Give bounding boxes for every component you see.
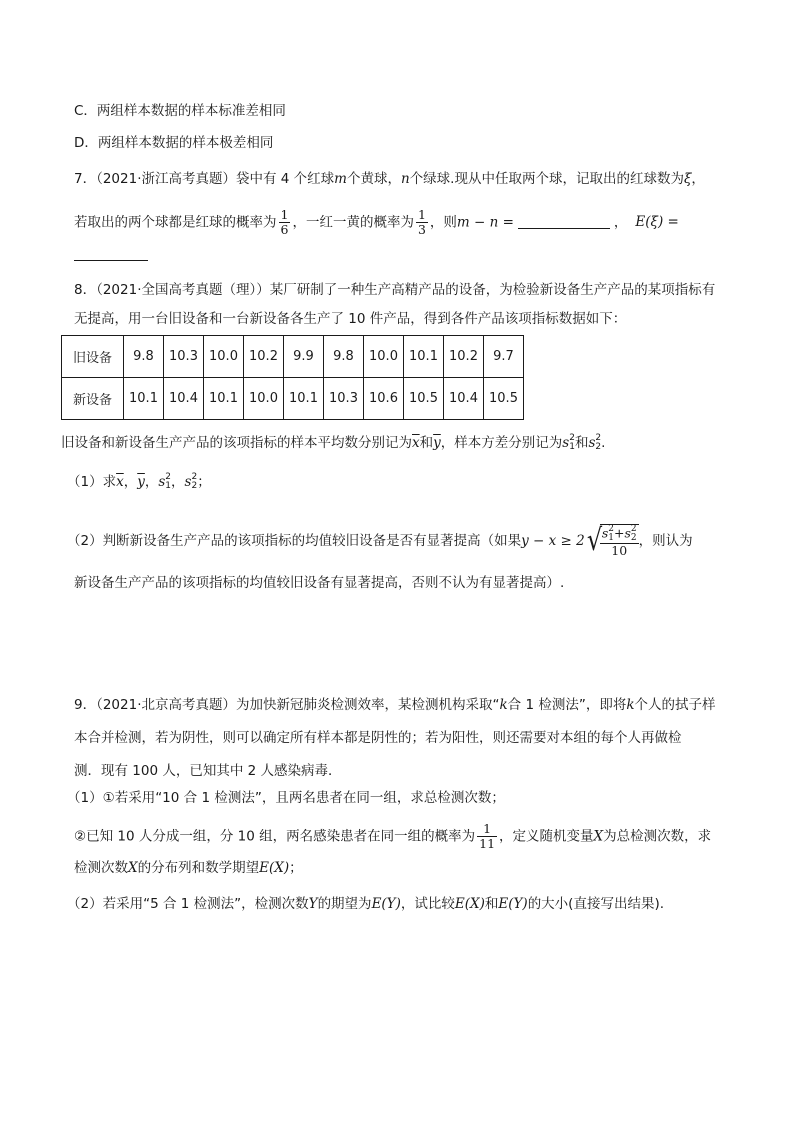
q9-line1: 9．（2021·北京高考真题）为加快新冠肺炎检测效率，某检测机构采取“k合 1 检测法”，即将k个人的拭子样 [74,697,716,713]
q9-line4: （1）①若采用“10 合 1 检测法”，且两名患者在同一组，求总检测次数； [67,790,505,806]
var-X: X [128,860,138,876]
expr-m-minus-n: m − n = [456,214,514,231]
q8-part2-line2: 新设备生产产品的该项指标的均值较旧设备有显著提高，否则不认为有显著提高）. [74,575,565,591]
var-k: k [626,697,635,713]
var-y-bar: $\overline{y}$ [137,474,145,490]
table-cell: 10.1 [284,378,324,420]
q9-line5: ②已知 10 人分成一组，分 10 组，两名感染患者在同一组的概率为 $\frac{1}{11}$ ，定义随机变量X为总检测次数，求 [74,821,712,851]
q9-line7: （2）若采用“5 合 1 检测法”，检测次数Y的期望为E(Y)，试比较E(X)和E(Y)的大小(直接写出结果). [67,896,665,912]
sqrt-expression: √ s 2 1 +s 2 2 10 [586,522,637,558]
table-cell: 9.8 [124,336,164,378]
table-cell: 10.4 [444,378,484,420]
q8-line1: 8．（2021·全国高考真题（理））某厂研制了一种生产高精产品的设备，为检验新设备生产产品的某项指标有 [74,282,716,298]
var-x-bar: $\overline{x}$ [412,435,420,451]
table-cell: 10.0 [244,378,284,420]
table-cell: 10.3 [324,378,364,420]
table-cell: 9.8 [324,336,364,378]
table-cell: 10.2 [244,336,284,378]
table-cell: 10.0 [364,336,404,378]
answer-blank-2[interactable] [74,260,148,261]
var-s1: s [562,435,570,451]
table-cell: 新设备 [62,378,124,420]
fraction-one-eleventh: $\frac{1}{11}$ [479,821,496,851]
table-row [62,378,524,420]
table-cell: 10.6 [364,378,404,420]
q8-line3: 旧设备和新设备生产产品的该项指标的样本平均数分别记为$\overline{x}$和$\overline{y}$，样本方差分别记为s 2 1 和s 2 2 . [61,433,606,452]
fraction-one-third: $\frac{1}{3}$ [417,207,426,237]
var-y-bar: $\overline{y}$ [433,435,441,451]
q9-line3: 测．现有 100 人，已知其中 2 人感染病毒． [74,763,342,779]
table-cell: 10.1 [204,378,244,420]
q7-line2: 若取出的两个球都是红球的概率为 $\frac{1}{6}$ ，一红一黄的概率为 $\frac{1}{3}$ ，则m − n = ， E(ξ) = [74,207,679,237]
table-cell: 10.4 [164,378,204,420]
table-cell: 10.2 [444,336,484,378]
var-n: n [400,171,410,187]
var-X: X [593,828,604,845]
var-x-bar: $\overline{x}$ [116,474,124,490]
q7-line1: 7．（2021·浙江高考真题）袋中有 4 个红球m个黄球，n个绿球.现从中任取两个球，记取出的红球数为ξ， [74,171,705,187]
table-cell: 9.9 [284,336,324,378]
var-s2: s [588,435,596,451]
q8-part1: （1）求$\overline{x}$，$\overline{y}$，s 2 1 ，s 2 2 ； [67,472,211,491]
q8-line2: 无提高，用一台旧设备和一台新设备各生产了 10 件产品，得到各件产品该项指标数据如下： [74,311,627,327]
expectation-EX: E(X) [454,896,485,912]
var-k: k [499,697,508,713]
table-cell: 旧设备 [62,336,124,378]
expectation-EY: E(Y) [371,896,401,912]
table-cell: 10.5 [404,378,444,420]
inequality: y − x ≥ 2 [521,532,585,549]
table-cell: 10.3 [164,336,204,378]
table-row [62,336,524,378]
expr-expectation: E(ξ) = [635,214,679,231]
var-s1: s [158,474,166,490]
fraction-one-sixth: $\frac{1}{6}$ [280,207,289,237]
table-cell: 10.5 [484,378,524,420]
var-xi: ξ [683,171,692,187]
q8-part2-line1: （2）判断新设备生产产品的该项指标的均值较旧设备是否有显著提高（如果y − x ≥ 2√ s 2 1 +s 2 2 10 ，则认为 [67,522,693,558]
answer-blank-1[interactable] [518,214,610,229]
table-cell: 10.0 [204,336,244,378]
table-cell: 10.1 [124,378,164,420]
table-cell: 10.1 [404,336,444,378]
table-cell: 9.7 [484,336,524,378]
data-table [61,335,524,420]
option-d: D．两组样本数据的样本极差相同 [74,135,274,151]
q9-line2: 本合并检测，若为阴性，则可以确定所有样本都是阴性的；若为阳性，则还需要对本组的每个人再做检 [74,730,682,746]
var-Y: Y [308,896,318,912]
var-m: m [334,171,347,187]
expectation-EY: E(Y) [498,896,528,912]
option-c: C．两组样本数据的样本标准差相同 [74,103,286,119]
expectation-EX: E(X) [259,860,290,876]
var-s2: s [184,474,192,490]
q9-line6: 检测次数X的分布列和数学期望E(X)； [74,860,303,876]
